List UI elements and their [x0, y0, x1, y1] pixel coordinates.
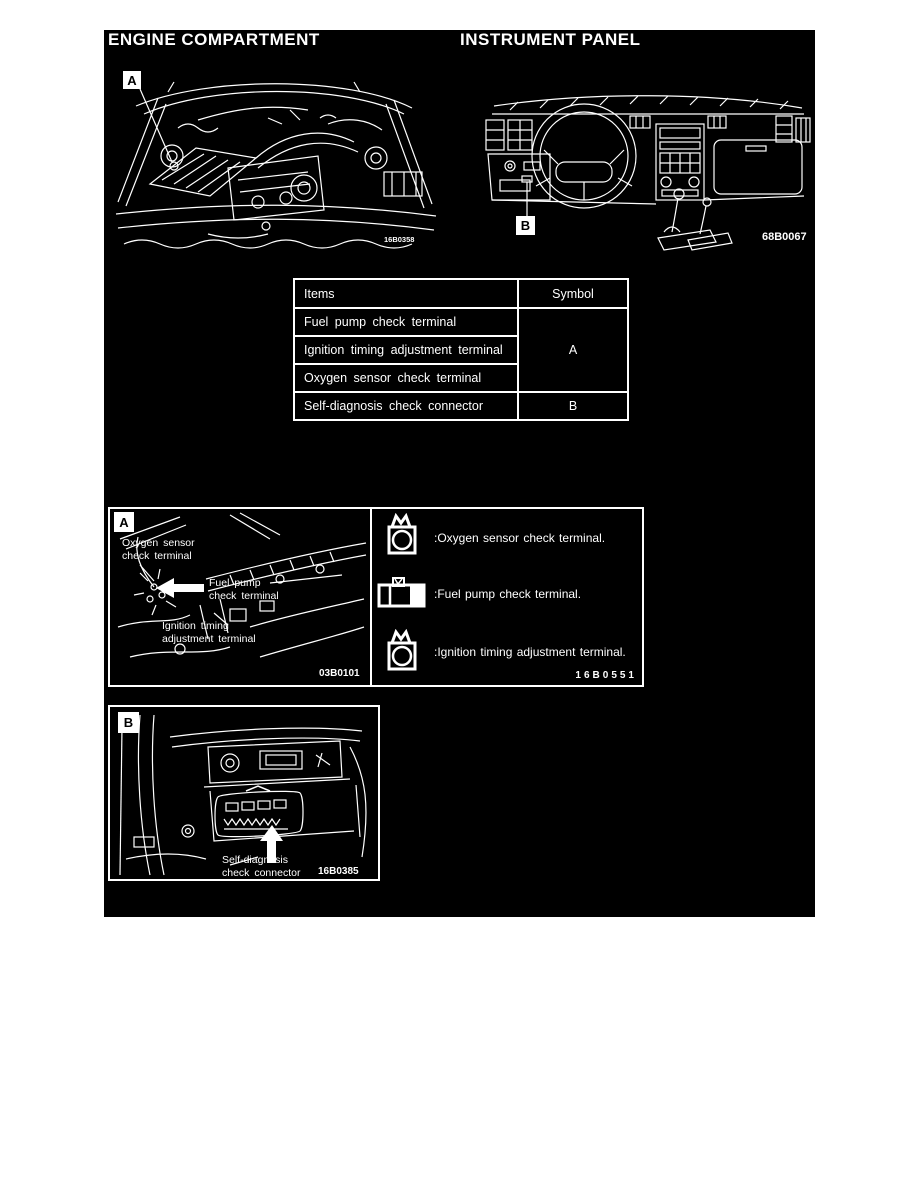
item-cell: Self-diagnosis check connector	[294, 392, 518, 420]
legend-fuel-text: :Fuel pump check terminal.	[434, 587, 582, 601]
fuel-pump-terminal-label: Fuel pump check terminal	[209, 577, 279, 602]
engine-compartment-figure	[108, 62, 444, 262]
detail-a-figure-code: 03B0101	[319, 668, 360, 679]
symbol-a-cell: A	[518, 308, 628, 392]
symbol-b-cell: B	[518, 392, 628, 420]
legend-ignition-text: :Ignition timing adjustment terminal.	[434, 645, 626, 659]
fuel-pump-terminal-icon	[377, 575, 427, 609]
table-row	[294, 308, 628, 336]
diagnostic-terminals-figure-panel	[104, 30, 815, 917]
detail-b-figure-code: 16B0385	[318, 866, 359, 877]
detail-b-callout: B	[118, 712, 139, 733]
instrument-panel-figure	[480, 82, 816, 254]
oxygen-sensor-terminal-label: Oxygen sensor check terminal	[122, 537, 195, 562]
items-symbol-table	[293, 278, 629, 421]
item-cell: Fuel pump check terminal	[294, 308, 518, 336]
panel-figure-callout-b: B	[516, 216, 535, 235]
engine-compartment-heading: ENGINE COMPARTMENT	[108, 30, 320, 49]
detail-a-callout: A	[114, 512, 134, 532]
engine-compartment-illustration	[108, 62, 444, 262]
item-cell: Oxygen sensor check terminal	[294, 364, 518, 392]
items-column-header: Items	[294, 279, 518, 308]
ignition-timing-terminal-label: Ignition timing adjustment terminal	[162, 620, 256, 645]
oxygen-sensor-terminal-icon	[384, 513, 420, 559]
detail-b-box	[108, 705, 380, 881]
engine-figure-callout-a: A	[123, 71, 141, 89]
item-cell: Ignition timing adjustment terminal	[294, 336, 518, 364]
terminal-symbol-legend	[370, 509, 644, 685]
panel-figure-code: 68B0067	[762, 231, 807, 243]
legend-figure-code: 16B0551	[575, 670, 637, 681]
ignition-timing-terminal-icon	[384, 629, 420, 675]
engine-figure-code: 16B0358	[384, 235, 415, 244]
detail-a-box	[108, 507, 644, 687]
instrument-panel-heading: INSTRUMENT PANEL	[460, 30, 641, 49]
legend-oxygen-text: :Oxygen sensor check terminal.	[434, 531, 606, 545]
self-diagnosis-connector-label: Self-diagnosis check connector	[222, 854, 301, 879]
table-row	[294, 392, 628, 420]
table-header-row	[294, 279, 628, 308]
symbol-column-header: Symbol	[518, 279, 628, 308]
